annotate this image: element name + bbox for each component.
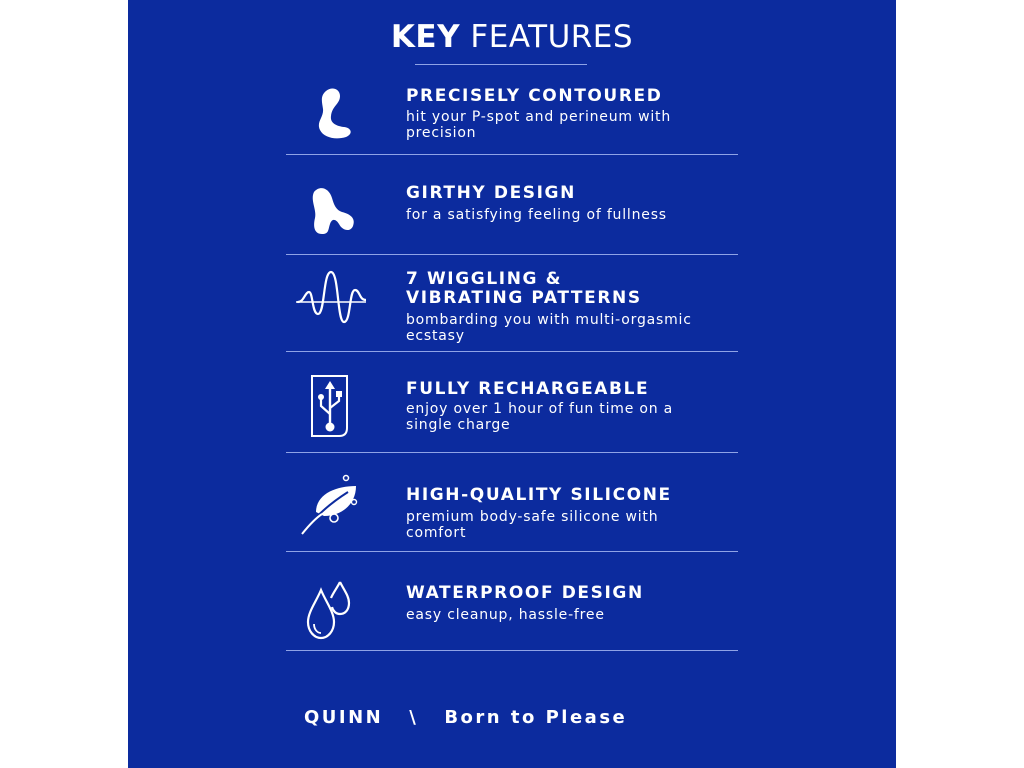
feature-title: 7 WIGGLING & VIBRATING PATTERNS bbox=[406, 269, 642, 308]
feature-title: GIRTHY DESIGN bbox=[406, 183, 576, 203]
page-title bbox=[128, 18, 896, 56]
feature-description: hit your P-spot and perineum with precision bbox=[406, 109, 671, 141]
feature-description: premium body-safe silicone with comfort bbox=[406, 509, 659, 541]
feature-description: for a satisfying feeling of fullness bbox=[406, 207, 667, 223]
feature-title: HIGH-QUALITY SILICONE bbox=[406, 485, 672, 505]
feature-description: enjoy over 1 hour of fun time on a single charge bbox=[406, 401, 674, 433]
feature-divider bbox=[286, 650, 738, 651]
wave-icon bbox=[296, 262, 366, 332]
feature-divider bbox=[286, 254, 738, 255]
title-bold: KEY bbox=[390, 19, 461, 55]
usb-icon bbox=[296, 372, 366, 442]
feature-title: FULLY RECHARGEABLE bbox=[406, 379, 650, 399]
feature-title: PRECISELY CONTOURED bbox=[406, 86, 663, 106]
girthy-toy-icon bbox=[296, 178, 366, 248]
brand-tagline bbox=[304, 707, 627, 729]
contoured-toy-icon bbox=[296, 82, 366, 152]
brand-name: QUINN bbox=[304, 707, 384, 728]
brand-slogan: Born to Please bbox=[444, 707, 628, 728]
feature-divider bbox=[286, 351, 738, 352]
feature-title: WATERPROOF DESIGN bbox=[406, 583, 644, 603]
tagline-separator: \ bbox=[409, 707, 419, 728]
feature-divider bbox=[286, 551, 738, 552]
feature-divider bbox=[286, 452, 738, 453]
feature-description: bombarding you with multi-orgasmic ecstasy bbox=[406, 312, 692, 344]
water-drops-icon bbox=[296, 576, 366, 646]
key-features-panel bbox=[128, 0, 896, 768]
feature-description: easy cleanup, hassle-free bbox=[406, 607, 605, 623]
title-light: FEATURES bbox=[470, 19, 634, 55]
leaf-icon bbox=[296, 472, 366, 542]
feature-divider bbox=[286, 154, 738, 155]
title-underline bbox=[415, 64, 587, 65]
